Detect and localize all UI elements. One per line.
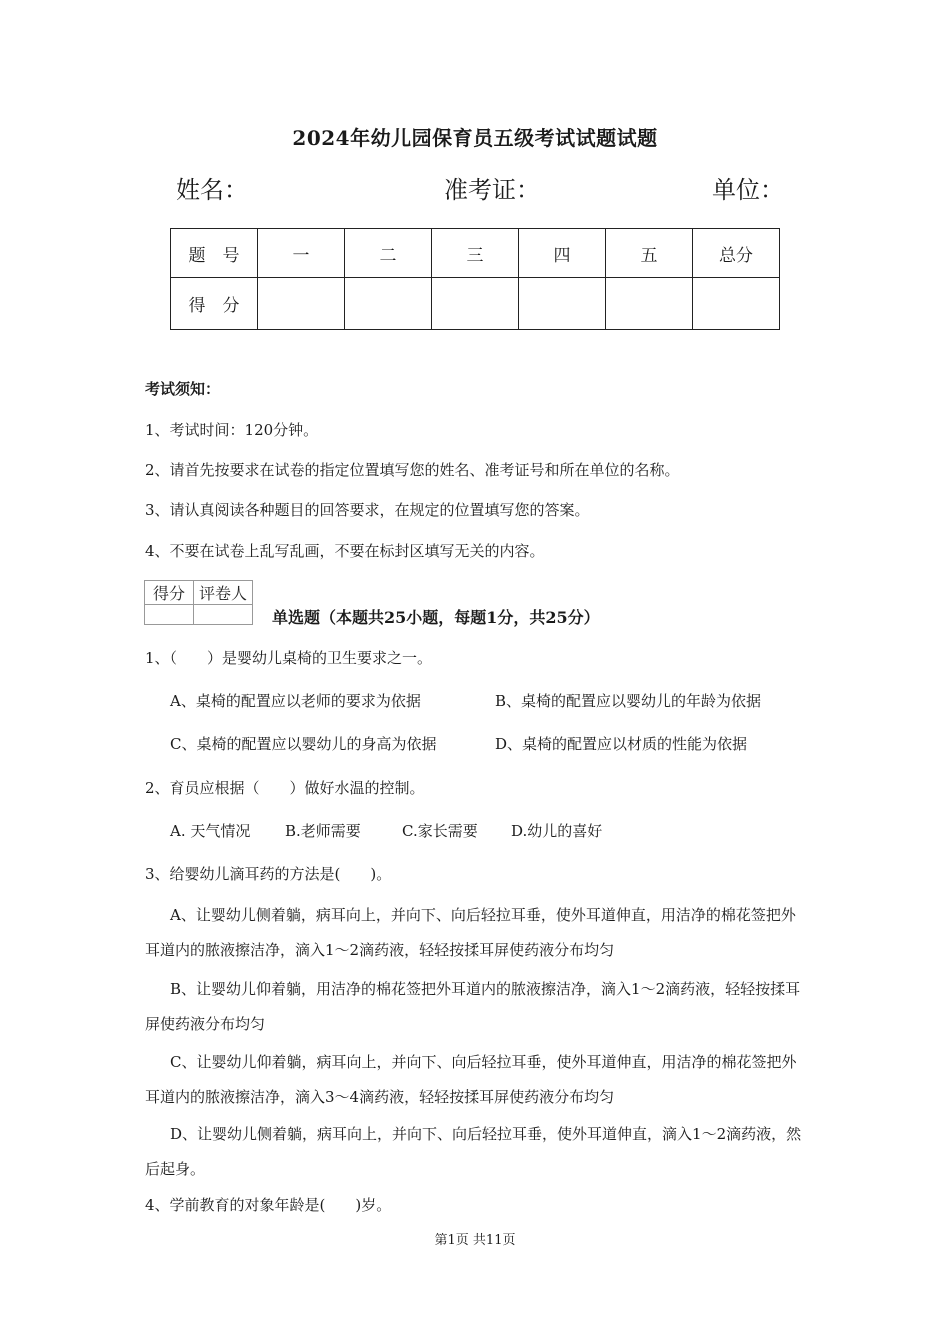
page-title: 2024年幼儿园保育员五级考试试题试题: [292, 126, 658, 150]
score-cell: [519, 278, 606, 330]
notice-item: 4、不要在试卷上乱写乱画，不要在标封区填写无关的内容。: [145, 542, 545, 560]
header-cell-5: 五: [606, 229, 693, 278]
question-1-option-d: D、桌椅的配置应以材质的性能为依据: [495, 735, 748, 753]
question-3-option-c: C、让婴幼儿仰着躺，病耳向上，并向下、向后轻拉耳垂，使外耳道伸直，用洁净的棉花签把外耳道内的脓液擦洁净，滴入3～4滴药液，轻轻按揉耳屏使药液分布均匀: [145, 1053, 797, 1106]
question-3-stem: 3、给婴幼儿滴耳药的方法是( )。: [145, 865, 392, 883]
question-2-option-b: B.老师需要: [285, 822, 361, 840]
question-2-option-d: D.幼儿的喜好: [511, 822, 603, 840]
header-cell-label: 题 号: [171, 229, 258, 278]
header-cell-4: 四: [519, 229, 606, 278]
score-table-score-row: [171, 278, 780, 330]
page-footer: 第1页 共11页: [434, 1233, 516, 1248]
exam-id-field-label: 准考证：: [444, 176, 540, 204]
question-4-stem: 4、学前教育的对象年龄是( )岁。: [145, 1196, 392, 1214]
question-2-stem: 2、育员应根据（ ）做好水温的控制。: [145, 779, 425, 797]
question-2-option-a: A. 天气情况: [170, 822, 251, 840]
question-1-option-a: A、桌椅的配置应以老师的要求为依据: [170, 692, 421, 710]
score-cell: [432, 278, 519, 330]
question-1-option-b: B、桌椅的配置应以婴幼儿的年龄为依据: [495, 692, 762, 710]
score-table: [170, 228, 780, 330]
notice-item: 1、考试时间：120分钟。: [145, 421, 319, 439]
grader-score-label: 得分: [145, 581, 194, 605]
notice-heading: 考试须知：: [145, 380, 221, 398]
question-1-option-c: C、桌椅的配置应以婴幼儿的身高为依据: [170, 735, 437, 753]
grader-score-cell: [145, 605, 194, 625]
header-cell-1: 一: [258, 229, 345, 278]
section-title: 单选题（本题共25小题，每题1分，共25分）: [272, 608, 600, 627]
notice-item: 3、请认真阅读各种题目的回答要求，在规定的位置填写您的答案。: [145, 501, 590, 519]
question-3-option-a: A、让婴幼儿侧着躺，病耳向上，并向下、向后轻拉耳垂，使外耳道伸直，用洁净的棉花签把外耳道内的脓液擦洁净，滴入1～2滴药液，轻轻按揉耳屏使药液分布均匀: [145, 906, 796, 959]
score-row-label: 得 分: [171, 278, 258, 330]
grader-reviewer-cell: [194, 605, 253, 625]
score-cell: [345, 278, 432, 330]
header-cell-3: 三: [432, 229, 519, 278]
grader-box: [144, 580, 253, 625]
question-2-option-c: C.家长需要: [402, 822, 478, 840]
score-table-header-row: [171, 229, 780, 278]
header-cell-2: 二: [345, 229, 432, 278]
unit-field-label: 单位：: [712, 176, 784, 204]
score-cell: [606, 278, 693, 330]
question-3-option-b: B、让婴幼儿仰着躺，用洁净的棉花签把外耳道内的脓液擦洁净，滴入1～2滴药液，轻轻按揉耳屏使药液分布均匀: [145, 980, 801, 1033]
notice-item: 2、请首先按要求在试卷的指定位置填写您的姓名、准考证号和所在单位的名称。: [145, 461, 680, 479]
score-cell: [693, 278, 780, 330]
score-cell: [258, 278, 345, 330]
question-3-option-d: D、让婴幼儿侧着躺，病耳向上，并向下、向后轻拉耳垂，使外耳道伸直，滴入1～2滴药液，然后起身。: [145, 1125, 802, 1178]
grader-reviewer-label: 评卷人: [194, 581, 253, 605]
name-field-label: 姓名：: [176, 176, 248, 204]
question-1-stem: 1、（ ）是婴幼儿桌椅的卫生要求之一。: [145, 649, 433, 667]
header-cell-total: 总分: [693, 229, 780, 278]
